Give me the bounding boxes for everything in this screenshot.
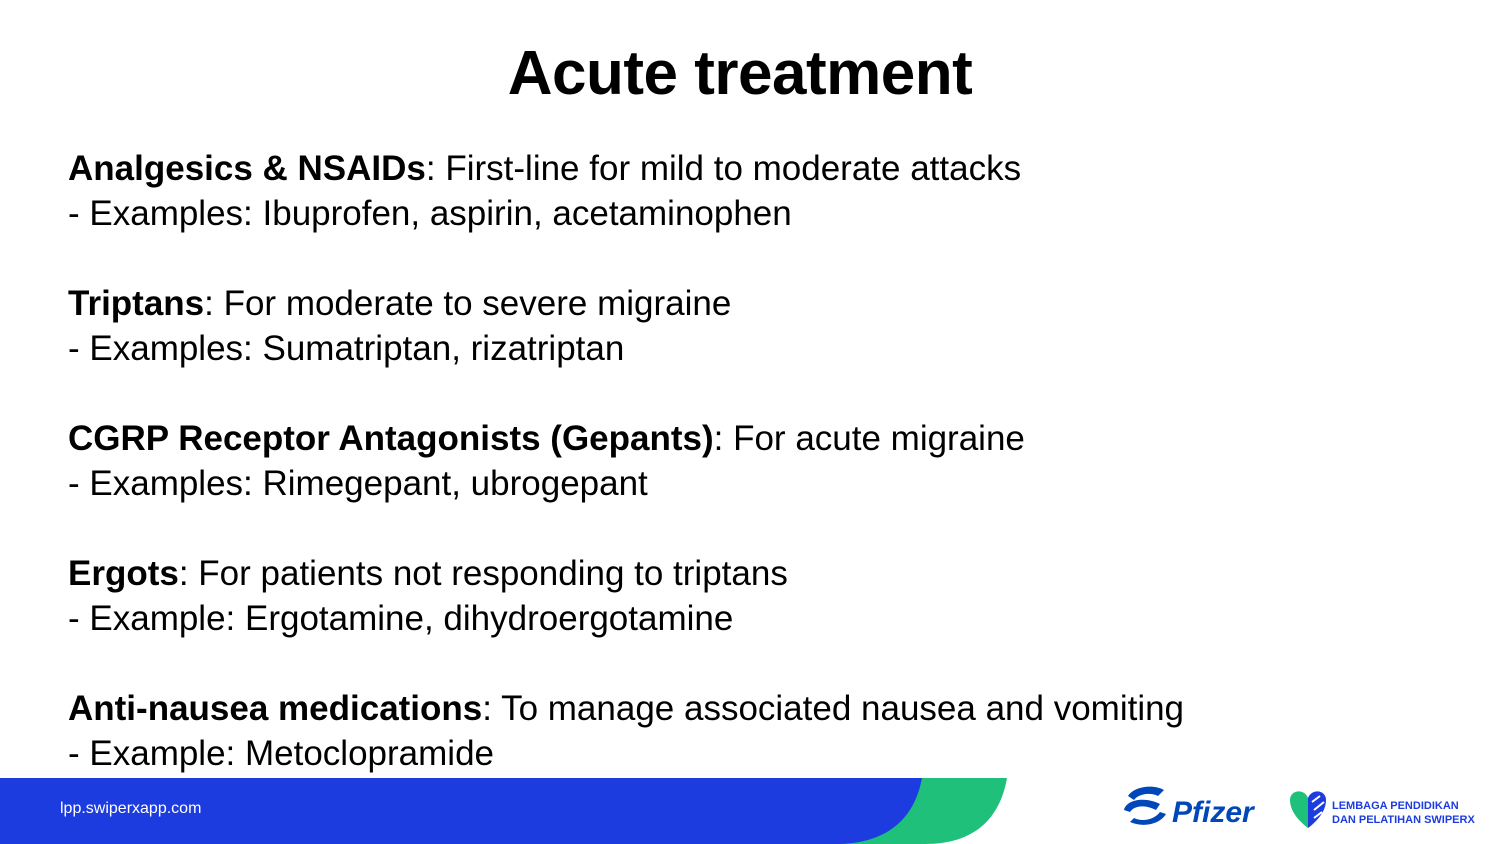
footer-logos bbox=[1120, 782, 1480, 838]
swiperx-heart-logo bbox=[1290, 791, 1326, 828]
section-heading: CGRP Receptor Antagonists (Gepants) bbox=[68, 419, 714, 458]
section-examples: - Example: Ergotamine, dihydroergotamine bbox=[68, 599, 734, 638]
content-body bbox=[68, 146, 1448, 821]
section-heading: Anti-nausea medications bbox=[68, 689, 483, 728]
section-heading: Analgesics & NSAIDs bbox=[68, 149, 426, 188]
section-heading-line bbox=[68, 551, 1448, 596]
slide-title: Acute treatment bbox=[507, 39, 973, 108]
section-heading-line bbox=[68, 416, 1448, 461]
section-examples: - Example: Metoclopramide bbox=[68, 734, 494, 773]
section-examples: - Examples: Ibuprofen, aspirin, acetaminophen bbox=[68, 194, 792, 233]
svg-text:Pfizer: Pfizer bbox=[1172, 796, 1254, 829]
section-heading-line bbox=[68, 146, 1448, 191]
org-name-line1: LEMBAGA PENDIDIKAN bbox=[1332, 800, 1459, 812]
section-heading: Triptans bbox=[68, 284, 205, 323]
section-triptans bbox=[68, 281, 1448, 371]
section-heading: Ergots bbox=[68, 554, 179, 593]
org-name-line2: DAN PELATIHAN SWIPERX bbox=[1332, 814, 1475, 826]
section-heading-line bbox=[68, 281, 1448, 326]
section-anti-nausea bbox=[68, 686, 1448, 776]
footer-url: lpp.swiperxapp.com bbox=[60, 800, 202, 817]
section-examples: - Examples: Rimegepant, ubrogepant bbox=[68, 464, 648, 503]
section-description: : For moderate to severe migraine bbox=[204, 284, 732, 323]
section-examples: - Examples: Sumatriptan, rizatriptan bbox=[68, 329, 625, 368]
section-ergots bbox=[68, 551, 1448, 641]
section-gepants bbox=[68, 416, 1448, 506]
section-description: : First-line for mild to moderate attacks bbox=[425, 149, 1022, 188]
section-description: : For patients not responding to triptans bbox=[178, 554, 788, 593]
pfizer-logo bbox=[1124, 787, 1256, 829]
section-analgesics bbox=[68, 146, 1448, 236]
section-description: : To manage associated nausea and vomiting bbox=[482, 689, 1185, 728]
section-description: : For acute migraine bbox=[713, 419, 1025, 458]
section-heading-line bbox=[68, 686, 1448, 731]
